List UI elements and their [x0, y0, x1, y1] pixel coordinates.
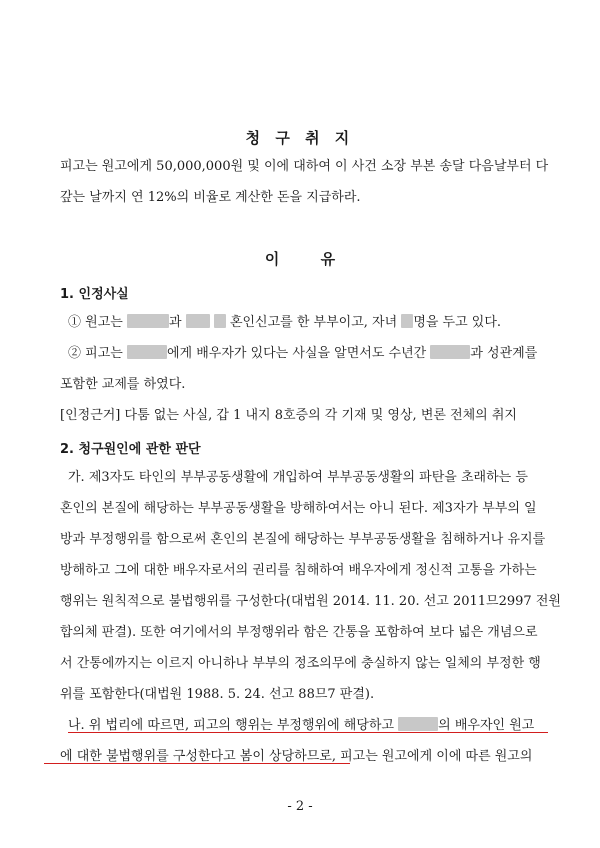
fact1-part-b: 과	[168, 315, 182, 330]
fact-item-1	[68, 314, 501, 332]
fact-item-2-cont: 포함한 교제를 하였다.	[60, 377, 186, 392]
claim-line-1: 피고는 원고에게 50,000,000원 및 이에 대하여 이 사건 소장 부본 송달 다음날부터 다	[60, 159, 549, 174]
fact-item-2	[68, 345, 537, 363]
evidence-basis: [인정근거] 다툼 없는 사실, 갑 1 내지 8호증의 각 기재 및 영상, 변론 전체의 취지	[60, 408, 517, 423]
para-na-part-b: 의 배우자인 원고	[438, 718, 535, 733]
fact2-part-a: ② 피고는	[68, 346, 123, 361]
red-underline	[68, 732, 548, 733]
para-na-part-a: 나. 위 법리에 따르면, 피고의 행위는 부정행위에 해당하고	[68, 718, 395, 733]
reason-heading: 이 유	[264, 250, 336, 268]
page-number: - 2 -	[287, 799, 313, 814]
fact2-part-c: 과 성관계를	[470, 346, 538, 361]
redaction-block	[214, 314, 226, 328]
section1-title: 1. 인정사실	[60, 287, 129, 302]
redaction-block	[127, 345, 167, 359]
para-ga-line: 행위는 원칙적으로 불법행위를 구성한다(대법원 2014. 11. 20. 선고 2011므2997 전원	[60, 594, 561, 609]
redaction-block	[186, 314, 210, 328]
redaction-block	[398, 717, 438, 731]
redaction-block	[430, 345, 470, 359]
para-ga-line: 서 간통에까지는 이르지 아니하나 부부의 정조의무에 충실하지 않는 일체의 부정한 행	[60, 656, 541, 671]
claim-line-2: 갚는 날까지 연 12%의 비율로 계산한 돈을 지급하라.	[60, 190, 361, 205]
claim-heading: 청 구 취 지	[245, 129, 355, 147]
redaction-block	[127, 314, 169, 328]
para-ga-line: 방과 부정행위를 함으로써 혼인의 본질에 해당하는 부부공동생활을 침해하거나 유지를	[60, 532, 546, 547]
red-underline	[44, 763, 350, 764]
fact1-part-d: 명을 두고 있다.	[413, 315, 502, 330]
para-ga-line: 위를 포함한다(대법원 1988. 5. 24. 선고 88므7 판결).	[60, 687, 375, 702]
section2-title: 2. 청구원인에 관한 판단	[60, 442, 201, 457]
fact1-part-a: ① 원고는	[68, 315, 123, 330]
redaction-block	[401, 314, 413, 328]
para-ga-line: 혼인의 본질에 해당하는 부부공동생활을 방해하여서는 아니 된다. 제3자가 부부의 일	[60, 501, 537, 516]
fact2-part-b: 에게 배우자가 있다는 사실을 알면서도 수년간	[166, 346, 427, 361]
para-na-line-2: 에 대한 불법행위를 구성한다고 봄이 상당하므로, 피고는 원고에게 이에 따른 원고의	[60, 749, 533, 764]
para-ga-line: 가. 제3자도 타인의 부부공동생활에 개입하여 부부공동생활의 파탄을 초래하는 등	[68, 470, 528, 485]
para-ga-line: 방해하고 그에 대한 배우자로서의 권리를 침해하여 배우자에게 정신적 고통을 가하는	[60, 563, 537, 578]
fact1-part-c: 혼인신고를 한 부부이고, 자녀	[229, 315, 398, 330]
para-ga-line: 합의체 판결). 또한 여기에서의 부정행위라 함은 간통을 포함하여 보다 넓은 개념으로	[60, 625, 538, 640]
